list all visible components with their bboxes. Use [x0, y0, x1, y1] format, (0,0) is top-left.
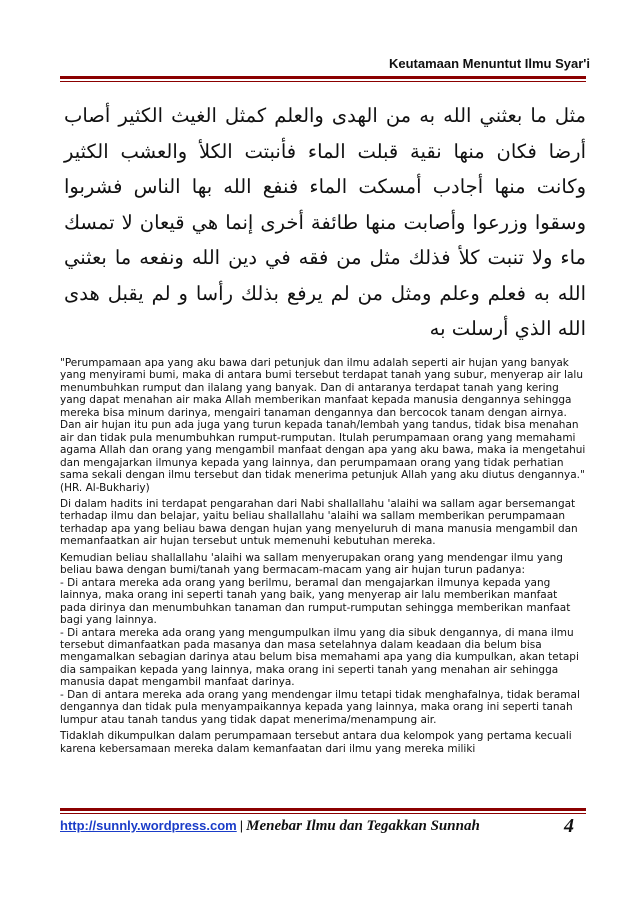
- paragraph-translation: "Perumpamaan apa yang aku bawa dari petunjuk dan ilmu adalah seperti air hujan yang banyak yang menyirami bumi, maka di antara bumi tersebut terdapat tanah yang subur, menyerap air lalu menumbuhkan rumput dan ilalang yang banyak. Dan di antaranya terdapat tanah yang kering yang dapat menahan air maka Allah memberikan manfaat kepada manusia dengannya sehingga mereka bisa minum darinya, mengairi tanaman dengannya dan bercocok tanam dengan airnya. Dan air hujan itu pun ada juga yang turun kepada tanah/lembah yang tandus, tidak bisa menahan air dan tidak pula menumbuhkan rumput-rumputan. Itulah perumpamaan orang yang memahami agama Allah dan orang yang mengambil manfaat dengan apa yang aku bawa, maka ia mengetahui dan mengajarkan ilmunya kepada yang lainnya, dan perumpamaan orang yang tidak perhatian sama sekali dengan ilmu tersebut dan tidak menerima petunjuk Allah yang aku diutus dengannya." (HR. Al-Bukhariy): [60, 357, 586, 494]
- paragraph-intro-groups: Kemudian beliau shallallahu 'alaihi wa sallam menyerupakan orang yang mendengar ilmu yang beliau bawa dengan bumi/tanah yang bermacam-macam yang air hujan turun padanya:: [60, 551, 563, 577]
- footer-tagline: Menebar Ilmu dan Tegakkan Sunnah: [246, 818, 480, 834]
- paragraph-explanation: Di dalam hadits ini terdapat pengarahan dari Nabi shallallahu 'alaihi wa sallam agar bersemangat terhadap ilmu dan belajar, yaitu beliau shallallahu 'alaihi wa sallam memberikan perumpamaan terhadap apa yang beliau bawa dengan hujan yang menyeluruh di mana manusia mengambil dan memanfaatkan air hujan tersebut untuk memenuhi kebutuhan mereka.: [60, 497, 578, 548]
- footer-separator: |: [239, 818, 244, 833]
- paragraph-conclusion: Tidaklah dikumpulkan dalam perumpamaan tersebut antara dua kelompok yang pertama kecuali karena kebersamaan mereka dalam kemanfaatan dari ilmu yang mereka miliki: [60, 730, 572, 755]
- paragraph-group-one: - Di antara mereka ada orang yang berilmu, beramal dan mengajarkan ilmunya kepada yang lainnya, maka orang ini seperti tanah yang baik, yang menyerap air lalu memberikan manfaat pada dirinya dan menumbuhkan tanaman dan rumput-rumputan sehingga memberikan manfaat bagi yang lainnya.: [60, 576, 571, 627]
- page-footer: [60, 815, 586, 840]
- paragraph-group-three: - Dan di antara mereka ada orang yang mendengar ilmu tetapi tidak menghafalnya, tidak beramal dengannya dan tidak pula menyampaikannya kepada yang lainnya, maka orang ini seperti tanah lumpur atau tanah tandus yang tidak dapat menerima/menampung air.: [60, 688, 580, 726]
- footer-url-link[interactable]: http://sunnly.wordpress.com: [60, 818, 237, 833]
- header-rule-thick: [60, 76, 586, 79]
- paragraph-group-two: - Di antara mereka ada orang yang mengumpulkan ilmu yang dia sibuk dengannya, di mana ilmu tersebut dimanfaatkan pada masanya dan masa setelahnya dalam keadaan dia belum bisa mengamalkan sebagian darinya atau belum bisa memahami apa yang dia kumpulkan, akan tetapi dia sampaikan kepada yang lainnya, maka orang ini seperti tanah yang menahan air sehingga manusia dapat mengambil manfaat darinya.: [60, 626, 579, 689]
- header-rule-thin: [60, 81, 586, 82]
- page-header-title: Keutamaan Menuntut Ilmu Syar'i: [388, 56, 590, 71]
- footer-rule-thick: [60, 808, 586, 811]
- footer-rule-thin: [60, 813, 586, 814]
- arabic-hadith-text: مثل ما بعثني الله به من الهدى والعلم كمثل الغيث الكثير أصاب أرضا فكان منها نقية قبلت الماء فأنبتت الكلأ والعشب الكثير وكانت منها أجادب أمسكت الماء فنفع الله بها الناس فشربوا وسقوا وزرعوا وأصابت منها طائفة أخرى إنما هي قيعان لا تمسك ماء ولا تنبت كلأ فذلك مثل من فقه في دين الله ونفعه ما بعثني الله به فعلم وعلم ومثل من لم يرفع بذلك رأسا و لم يقبل هدى الله الذي أرسلت به: [64, 104, 586, 340]
- page-number: 4: [564, 815, 574, 837]
- body-text: [60, 357, 586, 759]
